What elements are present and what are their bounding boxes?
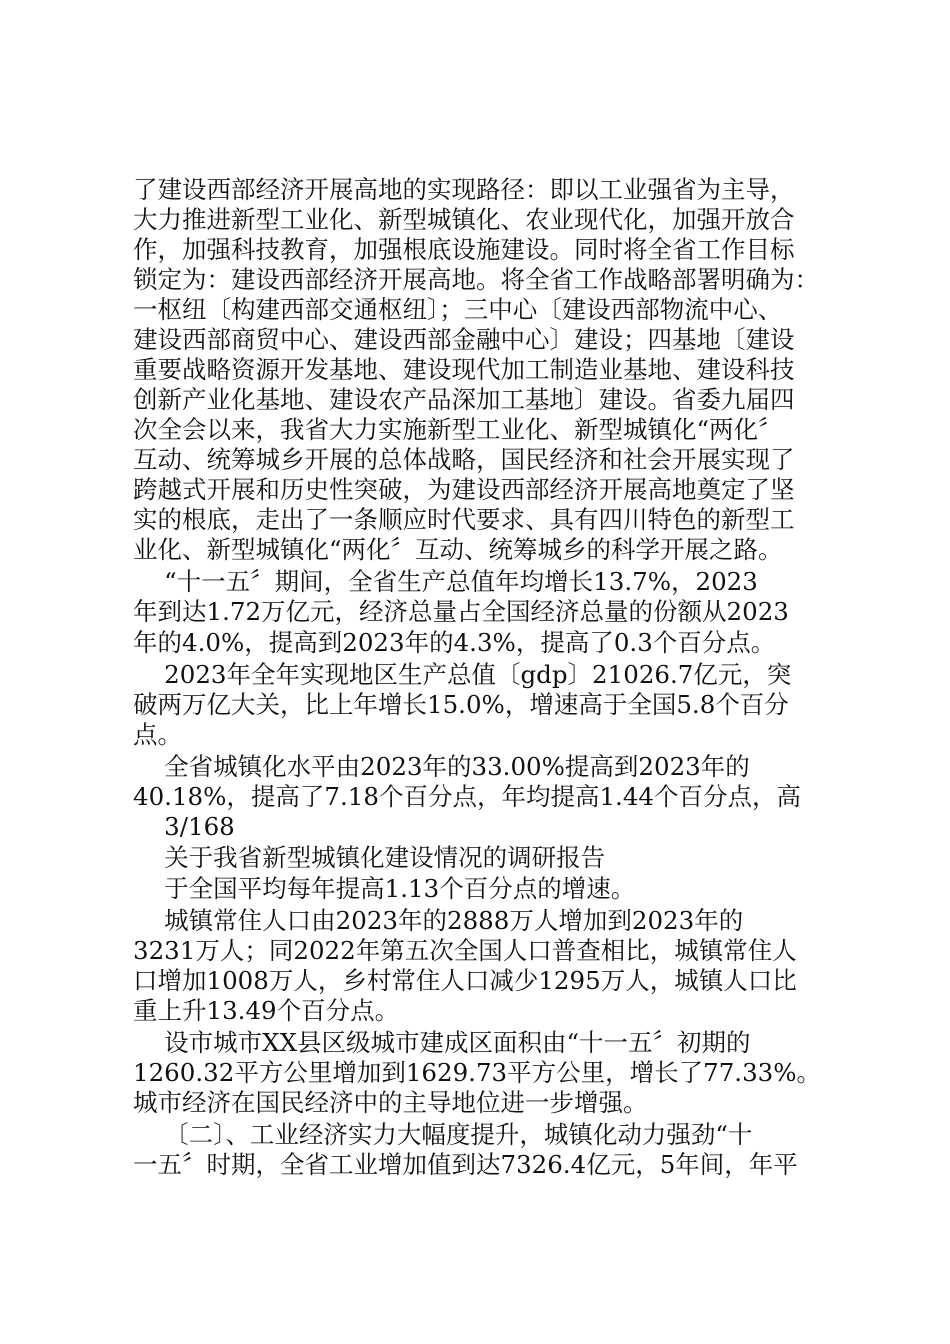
text-line: 了建设西部经济开展高地的实现路径：即以工业强省为主导，	[133, 175, 795, 204]
text-line: “十一五〞期间，全省生产总值年均增长13.7%，2023	[133, 567, 758, 596]
text-line: 于全国平均每年提高1.13个百分点的增速。	[133, 874, 636, 903]
text-line: 大力推进新型工业化、新型城镇化、农业现代化，加强开放合	[133, 205, 795, 234]
text-line: 互动、统筹城乡开展的总体战略，国民经济和社会开展实现了	[133, 445, 795, 474]
text-line: 重要战略资源开发基地、建设现代加工制造业基地、建设科技	[133, 355, 795, 384]
text-line: 1260.32平方公里增加到1629.73平方公里，增长了77.33%。	[133, 1058, 822, 1087]
text-line: 〔二〕、工业经济实力大幅度提升，城镇化动力强劲“十	[133, 1120, 753, 1149]
text-line: 创新产业化基地、建设农产品深加工基地〕建设。省委九届四	[133, 385, 795, 414]
page-number: 3/168	[133, 812, 235, 841]
text-line: 年到达1.72万亿元，经济总量占全国经济总量的份额从2023	[133, 597, 789, 626]
text-line: 设市城市XX县区级城市建成区面积由“十一五〞初期的	[133, 1028, 751, 1057]
text-line: 2023年全年实现地区生产总值〔gdp〕21026.7亿元，突	[133, 660, 792, 689]
text-line: 锁定为：建设西部经济开展高地。将全省工作战略部署明确为：	[133, 265, 819, 294]
text-line: 重上升13.49个百分点。	[133, 996, 400, 1025]
text-line: 一五〞时期，全省工业增加值到达7326.4亿元，5年间，年平	[133, 1150, 798, 1179]
text-line: 作，加强科技教育，加强根底设施建设。同时将全省工作目标	[133, 235, 795, 264]
text-line: 次全会以来，我省大力实施新型工业化、新型城镇化“两化〞	[133, 415, 783, 444]
text-line: 跨越式开展和历史性突破，为建设西部经济开展高地奠定了坚	[133, 475, 795, 504]
text-line: 一枢纽〔构建西部交通枢纽〕；三中心〔建设西部物流中心、	[133, 295, 783, 324]
text-line: 点。	[133, 720, 182, 749]
text-line: 城镇常住人口由2023年的2888万人增加到2023年的	[133, 906, 744, 935]
text-line: 3231万人；同2022年第五次全国人口普查相比，城镇常住人	[133, 936, 797, 965]
running-header: 关于我省新型城镇化建设情况的调研报告	[133, 843, 606, 872]
text-line: 口增加1008万人，乡村常住人口减少1295万人，城镇人口比	[133, 966, 797, 995]
text-line: 实的根底，走出了一条顺应时代要求、具有四川特色的新型工	[133, 505, 795, 534]
text-line: 城市经济在国民经济中的主导地位进一步增强。	[133, 1088, 648, 1117]
text-line: 40.18%，提高了7.18个百分点，年均提高1.44个百分点，高	[133, 782, 802, 811]
text-line: 年的4.0%，提高到2023年的4.3%，提高了0.3个百分点。	[133, 628, 776, 657]
text-line: 破两万亿大关，比上年增长15.0%，增速高于全国5.8个百分	[133, 690, 789, 719]
text-line: 业化、新型城镇化“两化〞互动、统筹城乡的科学开展之路。	[133, 535, 783, 564]
text-line: 全省城镇化水平由2023年的33.00%提高到2023年的	[133, 752, 750, 781]
text-line: 建设西部商贸中心、建设西部金融中心〕建设；四基地〔建设	[133, 325, 795, 354]
